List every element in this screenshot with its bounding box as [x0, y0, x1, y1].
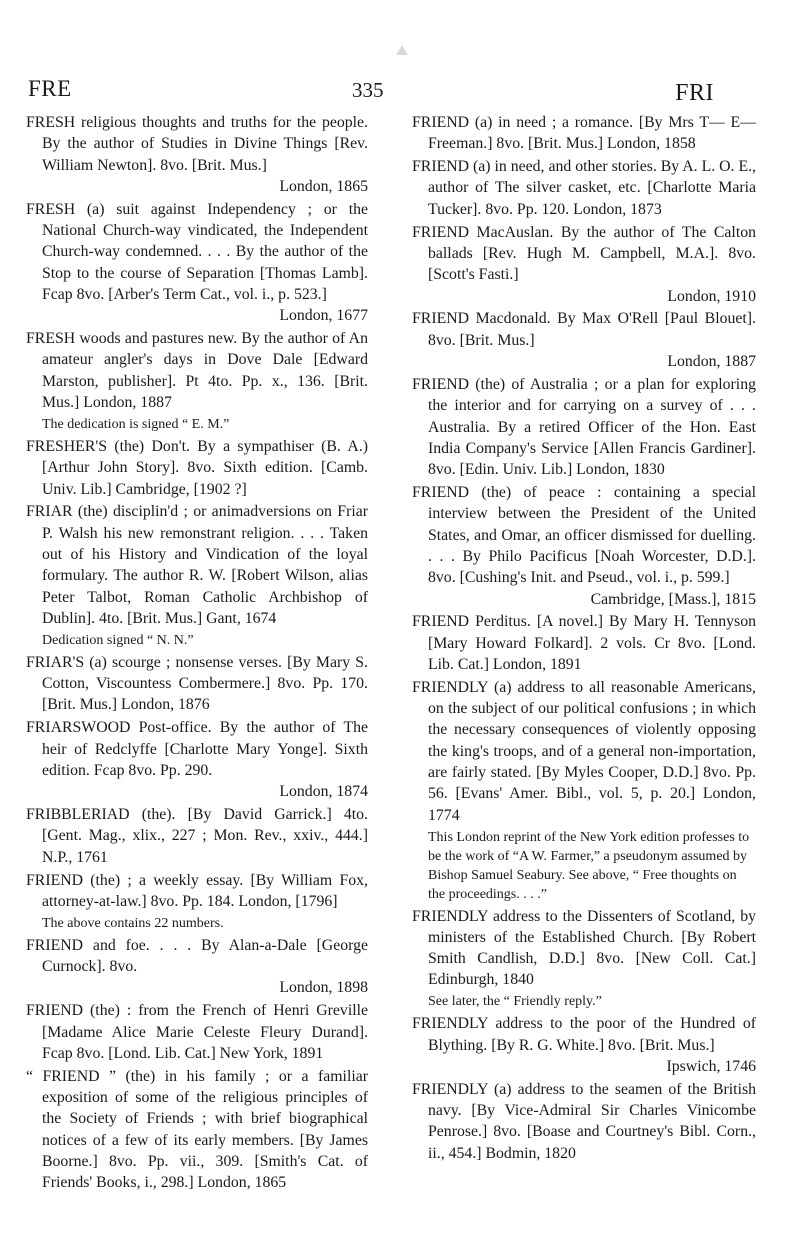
- entry: FRIENDLY (a) address to all reasonable Americans, on the subject of our political confusions ; in which the necessary consequences of violently opposing the king's troops, and of a general non-importation, are fairly stated. [By Myles Cooper, D.D.] 8vo. Pp. 56. [Evans' Amer. Bibl., vol. 5, p. 20.] London, 1774: [412, 678, 756, 824]
- running-head-left: FRE: [28, 76, 72, 101]
- entry-note: This London reprint of the New York edition professes to be the work of “A W. Farmer,” a pseudonym assumed by Bishop Samuel Seabury. See above, “ Free thoughts on the proceedings. . . .”: [428, 829, 750, 902]
- entry: FRIAR'S (a) scourge ; nonsense verses. [By Mary S. Cotton, Viscountess Combermere.] 8vo. Pp. 170. [Brit. Mus.] London, 1876: [26, 653, 368, 714]
- running-head: [0, 0, 800, 110]
- entry: FRIENDLY (a) address to the seamen of the British navy. [By Vice-Admiral Sir Charles Vinicombe Penrose.] 8vo. [Boase and Courtney's Bibl. Corn., ii., 454.] Bodmin, 1820: [412, 1080, 756, 1162]
- entry: FRIEND (the) : from the French of Henri Greville [Madame Alice Marie Celeste Fleury Durand]. Fcap 8vo. [Lond. Lib. Cat.] New York, 1891: [26, 1002, 368, 1062]
- entry: FRIEND MacAuslan. By the author of The Calton ballads [Rev. Hugh M. Campbell, M.A.]. 8vo. [Scott's Fasti.] London, 1910: [412, 223, 756, 305]
- entry: FRESH woods and pastures new. By the author of An amateur angler's days in Dove Dale [Edward Marston, publisher]. Pt 4to. Pp. x., 136. [Brit. Mus.] London, 1887: [26, 330, 368, 412]
- entry-note: See later, the “ Friendly reply.”: [428, 994, 602, 1010]
- entry: FRESH religious thoughts and truths for the people. By the author of Studies in Divine Things [Rev. William Newton]. 8vo. [Brit. Mus.] London, 1865: [26, 114, 368, 195]
- entry: FRIBBLERIAD (the). [By David Garrick.] 4to. [Gent. Mag., xlix., 227 ; Mon. Rev., xxiv., 444.] N.P., 1761: [26, 806, 368, 866]
- fleuron-ornament: [394, 44, 410, 56]
- entry: FRIARSWOOD Post-office. By the author of The heir of Redclyffe [Charlotte Mary Yonge]. Sixth edition. Fcap 8vo. Pp. 290. London, 1874: [26, 719, 368, 801]
- entry: FRIEND and foe. . . . By Alan-a-Dale [George Curnock]. 8vo. London, 1898: [26, 936, 368, 997]
- running-head-right: FRI: [675, 80, 714, 106]
- entry: FRIEND (the) ; a weekly essay. [By William Fox, attorney-at-law.] 8vo. Pp. 184. London, [1796]: [26, 871, 368, 910]
- entry-note: Dedication signed “ N. N.”: [42, 632, 194, 648]
- entry-note: The dedication is signed “ E. M.”: [42, 416, 230, 432]
- page-number: 335: [352, 78, 384, 102]
- entry: FRESHER'S (the) Don't. By a sympathiser (B. A.) [Arthur John Story]. 8vo. Sixth edition. [Camb. Univ. Lib.] Cambridge, [1902 ?]: [26, 437, 368, 498]
- entry: FRIEND (a) in need, and other stories. By A. L. O. E., author of The silver casket, etc. [Charlotte Maria Tucker]. 8vo. Pp. 120. London, 1873: [412, 158, 756, 218]
- entry: FRIEND (a) in need ; a romance. [By Mrs T— E— Freeman.] 8vo. [Brit. Mus.] London, 1858: [412, 114, 756, 153]
- entry: FRIEND Perditus. [A novel.] By Mary H. Tennyson [Mary Howard Folkard]. 2 vols. Cr 8vo. [Lond. Lib. Cat.] London, 1891: [412, 613, 756, 673]
- entry: FRIENDLY address to the poor of the Hundred of Blything. [By R. G. White.] 8vo. [Brit. Mus.] Ipswich, 1746: [412, 1015, 756, 1075]
- entry: FRIEND (the) of peace : containing a special interview between the President of the United States, and Omar, an officer dismissed for duelling. . . . By Philo Pacificus [Noah Worcester, D.D.]. 8vo. [Cushing's Init. and Pseud., vol. i., p. 599.] Cambridge, [Mass.], 1815: [412, 484, 756, 608]
- left-column: [26, 112, 368, 1195]
- entry: FRIEND Macdonald. By Max O'Rell [Paul Blouet]. 8vo. [Brit. Mus.] London, 1887: [412, 310, 756, 371]
- entry: FRIAR (the) disciplin'd ; or animadversions on Friar P. Walsh his new remonstrant religion. . . . Taken out of his History and Vindication of the loyal formulary. The author R. W. [Robert Wilson, alias Peter Talbot, Roman Catholic Archbishop of Dublin]. 4to. [Brit. Mus.] Gant, 1674: [26, 503, 368, 627]
- entry-note: The above contains 22 numbers.: [42, 915, 224, 931]
- right-column: [412, 112, 756, 1166]
- entry: FRESH (a) suit against Independency ; or the National Church-way vindicated, the Independent Church-way condemned. . . . By the author of the Stop to the course of Separation [Thomas Lamb]. Fcap 8vo. [Arber's Term Cat., vol. i., p. 523.] London, 1677: [26, 200, 368, 325]
- entry: FRIEND (the) of Australia ; or a plan for exploring the interior and for carrying on a survey of . . . Australia. By a retired Officer of the Hon. East India Company's Service [Allen Francis Gardiner]. 8vo. [Edin. Univ. Lib.] London, 1830: [412, 375, 756, 479]
- entry: FRIENDLY address to the Dissenters of Scotland, by ministers of the Established Church. [By Robert Smith Candlish, D.D.] 8vo. [New Coll. Cat.] Edinburgh, 1840: [412, 907, 756, 989]
- entry: “ FRIEND ” (the) in his family ; or a familiar exposition of some of the religious principles of the Society of Friends ; with brief biographical notices of a few of its early members. [By James Boorne.] 8vo. Pp. vii., 309. [Smith's Cat. of Friends' Books, i., 298.] London, 1865: [26, 1067, 368, 1192]
